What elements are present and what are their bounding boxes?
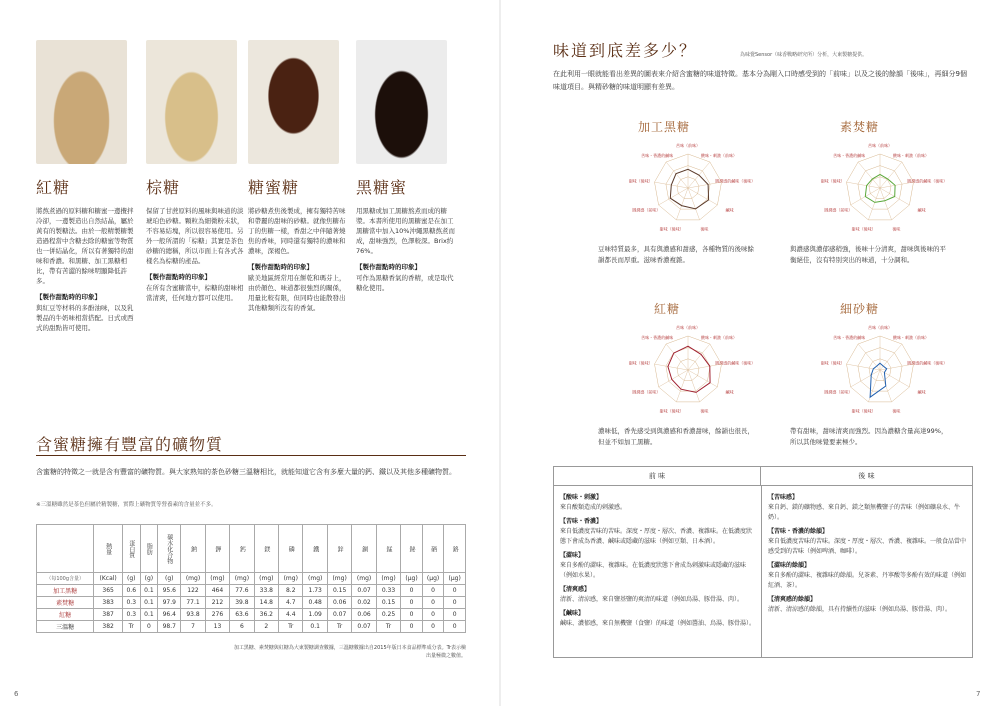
unit-cell: (mg) <box>254 573 278 585</box>
radar-axis-label: 苦味（前味） <box>676 143 700 148</box>
radar-axis-label: 甜味（後味） <box>659 408 684 414</box>
sugar-column <box>36 175 136 333</box>
table-cell: 0 <box>401 621 423 633</box>
radar-chart <box>810 138 950 238</box>
table-cell: 0.48 <box>303 597 327 609</box>
radar-axis-label: 苦味・香濃的鹹味 <box>833 153 866 159</box>
unit-cell: (mg) <box>303 573 327 585</box>
taste-item-label: 【鹹味】 <box>560 610 585 617</box>
radar-axis-label: 酸味・刺激（前味） <box>892 153 929 159</box>
radar-axis-label: 後味 <box>700 408 709 414</box>
column-header: 鉻 <box>444 525 466 573</box>
table-cell: 93.8 <box>181 609 205 621</box>
mineral-units-row <box>37 573 466 585</box>
radar-axis-label: 後味 <box>892 408 901 414</box>
radar-axis-label: 苦味（前味） <box>868 143 892 148</box>
unit-cell: (Kcal) <box>94 573 123 585</box>
unit-cell: (g) <box>122 573 140 585</box>
radar-axis-label: 鹹味 <box>917 207 926 213</box>
radar-title: 加工黑糖 <box>638 120 691 134</box>
taste-item <box>768 493 966 523</box>
radar-axis-label: 苦味・香濃的鹹味 <box>833 335 866 341</box>
column-header: 鋅 <box>327 525 351 573</box>
taste-item-text: 來自酸類造成的刺激感。 <box>560 504 627 511</box>
radar-axis-label: 甜味（後味） <box>659 226 684 232</box>
table-cell: 0 <box>444 609 466 621</box>
taste-source: 為味覺Sensor（味香戰略研究所）分析，大東製糖提供。 <box>740 52 868 58</box>
table-row <box>37 597 466 609</box>
sugar-sub-heading: 【製作甜點時的印象】 <box>356 263 421 271</box>
table-cell: 0.07 <box>352 621 376 633</box>
radar-axis-label: 圓潤感（前味） <box>632 207 661 213</box>
radar-axis-label: 鹹味 <box>917 389 926 395</box>
taste-item-label: 【苦味・香濃的餘韻】 <box>768 528 829 535</box>
radar-axis-label: 酸味・刺激（前味） <box>892 335 929 341</box>
photo-brown-sugar <box>36 40 127 164</box>
table-cell: 14.8 <box>254 597 278 609</box>
radar-axis <box>851 370 880 387</box>
table-cell: 4.7 <box>279 597 303 609</box>
taste-item-label: 【苦味感】 <box>768 494 799 501</box>
page-number: 7 <box>976 690 981 698</box>
radar-axis-label: 酸味・刺激（前味） <box>700 153 737 159</box>
table-cell: 382 <box>94 621 123 633</box>
unit-cell: (g) <box>158 573 181 585</box>
sugar-sub-heading: 【製作甜點時的印象】 <box>248 263 313 271</box>
taste-item-text: 來自鈣、鎂的礦物感、來自鈣、鎂之類無機鹽子的苦味（例如礦泉水、牛奶）。 <box>768 504 961 521</box>
row-name: 加工黑糖 <box>37 585 94 597</box>
sugar-sub-text: 與紅豆等材料的多酚油味，以及乳製品的牛奶味相當搭配。日式或西式的甜點皆可使用。 <box>36 304 134 332</box>
radar-axis <box>688 370 717 387</box>
sugar-sub-heading: 【製作甜點時的印象】 <box>146 273 211 281</box>
radar-description: 豆味特質最多，具有與濃感和甜感，各種物質的後味餘韻都長而厚重。滋味香濃複雜。 <box>598 245 754 264</box>
table-cell: 0 <box>444 597 466 609</box>
radar-axis <box>659 370 688 387</box>
radar-axis <box>847 182 881 188</box>
before-taste-list <box>560 493 756 633</box>
table-cell: Tr <box>327 621 351 633</box>
unit-cell: (g) <box>140 573 158 585</box>
column-header: 錳 <box>376 525 400 573</box>
unit-cell: (mg) <box>230 573 254 585</box>
table-cell: 0 <box>422 609 444 621</box>
radar-axis-label: 後味 <box>700 226 709 232</box>
mineral-source: 加工黑糖、素焚糖與紅糖為大東製糖調查數據，三溫糖數據出自2015年版日本食品標準成分表。Tr表示檢出量極微之數值。 <box>233 645 466 659</box>
taste-item-text: 清新、清涼感，來自鹽基鹽的爽清的味道（例如鳥湯、豚骨湯、肉）。 <box>560 596 744 603</box>
sugar-name: 紅糖 <box>36 178 71 197</box>
column-header: 蛋白質 <box>122 525 140 573</box>
radar-axis-label: 甜味（後味） <box>820 360 845 366</box>
taste-item <box>560 585 756 605</box>
radar-axis-label: 鹹味 <box>725 207 734 213</box>
taste-item <box>768 595 966 615</box>
table-cell: 0.06 <box>352 609 376 621</box>
table-cell: 0 <box>401 585 423 597</box>
taste-item <box>768 527 966 557</box>
taste-item <box>560 517 756 547</box>
sugar-description: 保留了甘蔗原料的風味與味道的淡琥珀色砂糖。顆粒為細微粉末狀，不容易結塊，所以很容易使用。另外一般所謂的「棕糖」其實是茶色砂糖的總稱，所以市面上有各式各樣名為棕糖的產品。 <box>146 207 244 265</box>
radar-title: 細砂糖 <box>840 302 880 316</box>
table-cell: 0 <box>444 621 466 633</box>
table-cell: 0.3 <box>122 609 140 621</box>
table-cell: 1.09 <box>303 609 327 621</box>
table-cell: 0.07 <box>352 585 376 597</box>
table-cell: 63.6 <box>230 609 254 621</box>
table-cell: 122 <box>181 585 205 597</box>
mineral-header-row <box>37 525 466 573</box>
taste-item-label: 【酸味・刺激】 <box>560 494 603 501</box>
sugar-name: 糖蜜糖 <box>248 178 300 197</box>
taste-item-text: 鹹味、濃郁感，來自無機鹽（食鹽）的味道（例如醬油、鳥湯、豚骨湯）。 <box>560 620 756 627</box>
table-cell: 2 <box>254 621 278 633</box>
radar-axis-label: 甜味（後味） <box>820 178 845 184</box>
table-cell: 1.73 <box>303 585 327 597</box>
mineral-intro: 含蜜糖的特徵之一就是含有豐富的礦物質。與大家熟知的茶色砂糖三溫糖相比，就能知道它含有多麼大量的鈣、鐵以及其他多種礦物質。 <box>36 468 456 476</box>
radar-axis-label: 酸味・刺激（前味） <box>700 335 737 341</box>
table-cell: 0 <box>140 621 158 633</box>
heading-rule <box>36 455 466 456</box>
unit-label: （每100g含量） <box>37 573 94 585</box>
radar-chart <box>618 138 758 238</box>
sugar-column <box>248 175 348 313</box>
taste-item-text: 來自低濃度苦味的苦味。深度・厚度・層次、香濃、複雜味。在低濃度狀態下會成為香濃、鹹味或隱藏的滋味（例如豆類、日本酒）。 <box>560 528 753 545</box>
taste-item <box>560 493 756 513</box>
radar-description: 濃味低，香先感受到與濃感和香濃甜味，餘韻也很長，但並不如加工黑糖。 <box>598 427 754 446</box>
table-cell: 365 <box>94 585 123 597</box>
sugar-name: 黑糖蜜 <box>356 178 408 197</box>
column-header: 脂肪 <box>140 525 158 573</box>
radar-axis-label: 甜味（後味） <box>851 226 876 232</box>
corner-cell <box>37 525 94 573</box>
column-header: 鐵 <box>303 525 327 573</box>
taste-item-label: 【苦味・香濃】 <box>560 518 603 525</box>
radar-axis-label: 圓潤感的鹹味（後味） <box>907 360 948 366</box>
table-cell: 4.4 <box>279 609 303 621</box>
radar-axis-label: 苦味・香濃的鹹味 <box>641 335 674 341</box>
mineral-heading: 含蜜糖擁有豐富的礦物質 <box>36 435 224 454</box>
radar-axis-label: 圓潤感的鹹味（後味） <box>715 178 756 184</box>
radar-axis-label: 圓潤感的鹹味（後味） <box>907 178 948 184</box>
table-row <box>37 585 466 597</box>
unit-cell: (mg) <box>279 573 303 585</box>
unit-cell: (µg) <box>422 573 444 585</box>
before-taste-header: 前 味 <box>554 467 761 485</box>
sugar-column <box>356 175 456 293</box>
unit-cell: (mg) <box>205 573 229 585</box>
radar-axis-label: 苦味（前味） <box>868 325 892 330</box>
row-name: 紅糖 <box>37 609 94 621</box>
right-page <box>500 0 1000 706</box>
taste-intro: 在此利用一眼就能看出差異的圖表來介紹含蜜糖的味道特徵。基本分為剛入口時感受到的「前味」以及之後的餘韻「後味」，再細分9個味道項目。與精砂糖的味道明顯有差異。 <box>553 70 967 91</box>
taste-item <box>560 609 756 629</box>
table-cell: 36.2 <box>254 609 278 621</box>
radar-axis-label: 苦味（前味） <box>676 325 700 330</box>
radar-axis-label: 圓潤感（前味） <box>824 389 853 395</box>
radar-axis-label: 圓潤感（前味） <box>824 207 853 213</box>
table-cell: 0 <box>422 621 444 633</box>
column-header: 鉀 <box>205 525 229 573</box>
table-cell: 0.1 <box>303 621 327 633</box>
table-cell: 0.1 <box>140 585 158 597</box>
table-cell: 0.33 <box>376 585 400 597</box>
column-header: 磷 <box>279 525 303 573</box>
mineral-note: ※三溫糖雖然是茶色但屬於精製糖，實際上礦物質等營養素的含量並不多。 <box>36 502 217 508</box>
table-cell: 33.8 <box>254 585 278 597</box>
table-cell: 0.15 <box>327 585 351 597</box>
radar-axis-label: 苦味・香濃的鹹味 <box>641 153 674 159</box>
sugar-description: 將砂糖煮焦後製成，擁有獨特苦味和帶麗的甜味的砂糖。就像焦糖布丁的焦糖一樣，香甜之中伴隨著燒焦的香味，同時還有獨特的濃味和濃味，深褐色。 <box>248 207 346 255</box>
sugar-sub-text: 可作為黑糖香氣的香精，或是取代糖化使用。 <box>356 274 454 292</box>
table-cell: 0.15 <box>376 597 400 609</box>
table-cell: 8.2 <box>279 585 303 597</box>
table-cell: Tr <box>122 621 140 633</box>
sugar-description: 用黑糖或加工黑糖熬煮而成的糖漿。本書所使用的黑糖蜜是在加工黑糖當中加入10%沖繩黑糖熬煮而成，甜味強烈，色澤較深。Brix約76%。 <box>356 207 455 255</box>
table-cell: 95.6 <box>158 585 181 597</box>
column-header: 鈉 <box>181 525 205 573</box>
photo-black-syrup <box>356 40 447 164</box>
radar-axis-label: 圓潤感（前味） <box>632 389 661 395</box>
table-cell: 0 <box>401 609 423 621</box>
radar-title: 素焚糖 <box>840 120 880 134</box>
table-cell: Tr <box>279 621 303 633</box>
unit-cell: (µg) <box>401 573 423 585</box>
sugar-sub-heading: 【製作甜點時的印象】 <box>36 293 101 301</box>
table-cell: 0.06 <box>327 597 351 609</box>
table-cell: 96.4 <box>158 609 181 621</box>
taste-item-text: 來自多酚的澀味、複雜味。在低濃度狀態下會成為刺激味或隱藏的滋味（例如水果）。 <box>560 562 747 579</box>
radar-axis-label: 後味 <box>892 226 901 232</box>
photo-cane-sugar <box>146 40 237 164</box>
table-cell: 0.1 <box>140 597 158 609</box>
table-cell: 212 <box>205 597 229 609</box>
taste-item-label: 【清爽感的餘韻】 <box>768 596 817 603</box>
unit-cell: (mg) <box>181 573 205 585</box>
divider <box>554 485 972 486</box>
sugar-sub-text: 歐美地區經常用在餅乾和瑪芬上，由於顏色、味道都很強烈的關係，用量比較有限，但同時也能散發出其他糖類所沒有的香氣。 <box>248 274 346 312</box>
photo-caramel-sugar <box>248 40 339 164</box>
radar-axis-label: 甜味（後味） <box>628 178 653 184</box>
radar-axis-label: 鹹味 <box>725 389 734 395</box>
taste-item-label: 【澀味】 <box>560 552 585 559</box>
table-cell: 39.8 <box>230 597 254 609</box>
table-cell: 387 <box>94 609 123 621</box>
table-cell: 276 <box>205 609 229 621</box>
table-cell: 7 <box>181 621 205 633</box>
taste-glossary <box>553 466 973 658</box>
radar-axis <box>659 188 688 205</box>
table-cell: 0.6 <box>122 585 140 597</box>
table-cell: 77.1 <box>181 597 205 609</box>
radar-axis <box>655 364 689 370</box>
table-cell: 0 <box>422 597 444 609</box>
table-row <box>37 621 466 633</box>
column-header: 硒 <box>422 525 444 573</box>
row-name: 三溫糖 <box>37 621 94 633</box>
sugar-name: 棕糖 <box>146 178 181 197</box>
page-number: 6 <box>14 690 19 698</box>
unit-cell: (mg) <box>376 573 400 585</box>
table-cell: 0.02 <box>352 597 376 609</box>
radar-axis <box>880 162 902 188</box>
radar-axis-label: 甜味（後味） <box>851 408 876 414</box>
table-cell: 6 <box>230 621 254 633</box>
radar-axis-label: 甜味（後味） <box>628 360 653 366</box>
table-cell: 97.9 <box>158 597 181 609</box>
radar-axis <box>858 162 880 188</box>
after-taste-list <box>768 493 966 619</box>
column-header: 熱量 <box>94 525 123 573</box>
radar-axis-label: 圓潤感的鹹味（後味） <box>715 360 756 366</box>
taste-item <box>560 551 756 581</box>
table-cell: 0 <box>401 597 423 609</box>
taste-item-text: 來自多酚的澀味、複雜味的餘韻。兒茶素、丹寧酸等多酚有效的味道（例如紅酒、茶）。 <box>768 572 967 589</box>
table-cell: 0.25 <box>376 609 400 621</box>
taste-item-text: 來自低濃度苦味的苦味。深度・厚度・層次、香濃、複雜味。一般食品當中感受到的苦味（例如啤酒、咖啡）。 <box>768 538 967 555</box>
taste-item <box>768 561 966 591</box>
taste-item-text: 清新、清涼感的餘韻，具有持續性的滋味（例如鳥湯、豚骨湯、肉）。 <box>768 606 952 613</box>
divider <box>761 485 762 657</box>
mineral-table <box>36 524 466 633</box>
table-cell: Tr <box>376 621 400 633</box>
radar-axis <box>688 188 717 205</box>
column-header: 鎂 <box>254 525 278 573</box>
table-cell: 0 <box>444 585 466 597</box>
sugar-description: 將熬煮過的原料糖和糖蜜一邊攪拌冷卻，一邊製造出自然結晶，屬於黃有的製糖法。由於一般精製糖製造過程當中含糖去除的糖蜜等物質也一併結晶化，所以有著獨特的甜味和香濃。和黑糖、加工黑糖相比，帶有苦澀的餘味明顯降低許多。 <box>36 207 134 285</box>
radar-chart <box>618 320 758 420</box>
table-cell: 464 <box>205 585 229 597</box>
column-header: 銅 <box>352 525 376 573</box>
taste-heading: 味道到底差多少？ <box>553 41 698 60</box>
table-cell: 0.1 <box>140 609 158 621</box>
table-cell: 0.3 <box>122 597 140 609</box>
sugar-sub-text: 在所有含蜜糖當中，棕糖的甜味相當清爽，任何地方都可以使用。 <box>146 284 244 302</box>
unit-cell: (mg) <box>327 573 351 585</box>
column-header: 鉍 <box>401 525 423 573</box>
radar-description: 與濃感與濃郁感稍強，後味十分清爽，甜味與後味的平衡絕佳，沒有特別突出的味道，十分調和。 <box>790 245 946 264</box>
column-header: 鈣 <box>230 525 254 573</box>
sugar-column <box>146 175 246 303</box>
radar-description: 帶有甜味，甜味清爽而強烈。因為濃糖含量高達99%，所以其他味覺要素極少。 <box>790 427 948 446</box>
table-cell: 98.7 <box>158 621 181 633</box>
radar-series <box>668 346 710 392</box>
table-cell: 0 <box>422 585 444 597</box>
radar-title: 紅糖 <box>654 302 681 316</box>
table-cell: 0.07 <box>327 609 351 621</box>
table-row <box>37 609 466 621</box>
taste-item-label: 【澀味的餘韻】 <box>768 562 811 569</box>
radar-chart <box>810 320 950 420</box>
table-cell: 13 <box>205 621 229 633</box>
taste-item-label: 【清爽感】 <box>560 586 591 593</box>
column-header: 碳水化合物 <box>158 525 181 573</box>
unit-cell: (mg) <box>352 573 376 585</box>
unit-cell: (µg) <box>444 573 466 585</box>
table-cell: 383 <box>94 597 123 609</box>
table-cell: 77.6 <box>230 585 254 597</box>
radar-axis <box>666 162 688 188</box>
row-name: 素焚糖 <box>37 597 94 609</box>
after-taste-header: 後 味 <box>858 472 875 480</box>
